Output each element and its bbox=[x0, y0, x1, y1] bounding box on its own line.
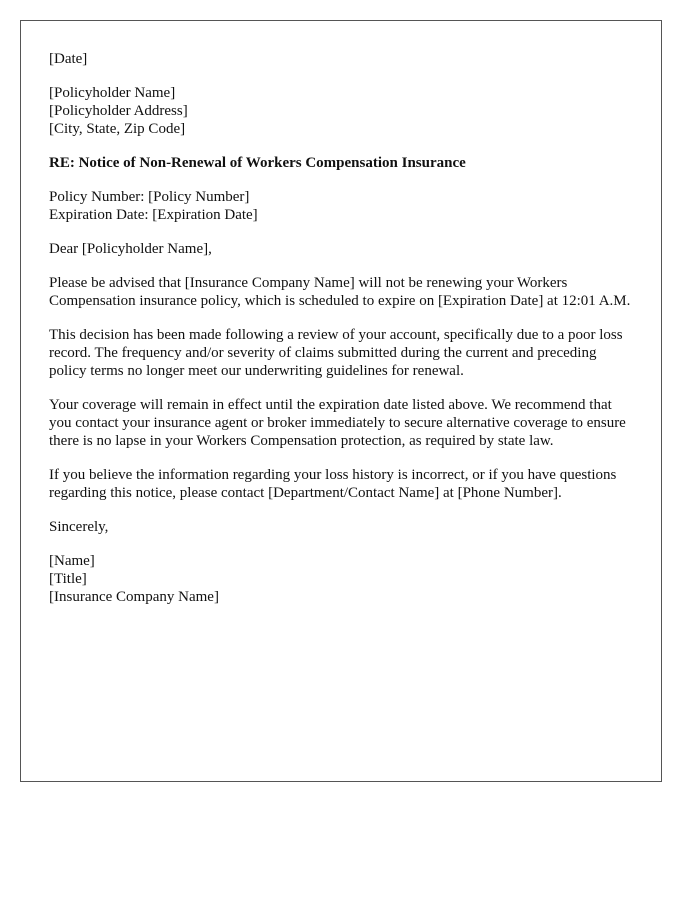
signature-title: [Title] bbox=[49, 571, 87, 587]
recipient-name: [Policyholder Name] bbox=[49, 85, 176, 101]
body-paragraph-contact: If you believe the information regarding your loss history is incorrect, or if you have questions regarding this notice, please contact [Department/Contact Name] at [Phone Number]. bbox=[49, 467, 617, 501]
signature-block bbox=[49, 552, 633, 606]
policy-number: Policy Number: [Policy Number] bbox=[49, 189, 250, 205]
expiration-date: Expiration Date: [Expiration Date] bbox=[49, 207, 258, 223]
body-paragraph-reason: This decision has been made following a review of your account, specifically due to a poor loss record. The frequency and/or severity of claims submitted during the current and preceding policy terms no longer meet our underwriting guidelines for renewal. bbox=[49, 327, 623, 379]
signature-name: [Name] bbox=[49, 553, 95, 569]
body-paragraph-non-renewal: Please be advised that [Insurance Company Name] will not be renewing your Workers Compensation insurance policy, which is scheduled to expire on [Expiration Date] at 12:01 A.M. bbox=[49, 275, 631, 309]
signature-company: [Insurance Company Name] bbox=[49, 589, 219, 605]
date-block bbox=[49, 50, 633, 68]
salutation: Dear [Policyholder Name], bbox=[49, 241, 212, 257]
letter-page bbox=[20, 20, 662, 782]
subject-line: RE: Notice of Non-Renewal of Workers Compensation Insurance bbox=[49, 155, 466, 171]
recipient-city-state-zip: [City, State, Zip Code] bbox=[49, 121, 186, 137]
letter-date: [Date] bbox=[49, 51, 88, 67]
recipient-address: [Policyholder Address] bbox=[49, 103, 188, 119]
policy-details-block bbox=[49, 188, 633, 224]
body-paragraph-coverage: Your coverage will remain in effect until the expiration date listed above. We recommend that you contact your insurance agent or broker immediately to secure alternative coverage to ensure there is no lapse in your Workers Compensation protection, as required by state law. bbox=[49, 397, 626, 449]
recipient-address-block bbox=[49, 84, 633, 138]
closing: Sincerely, bbox=[49, 519, 109, 535]
